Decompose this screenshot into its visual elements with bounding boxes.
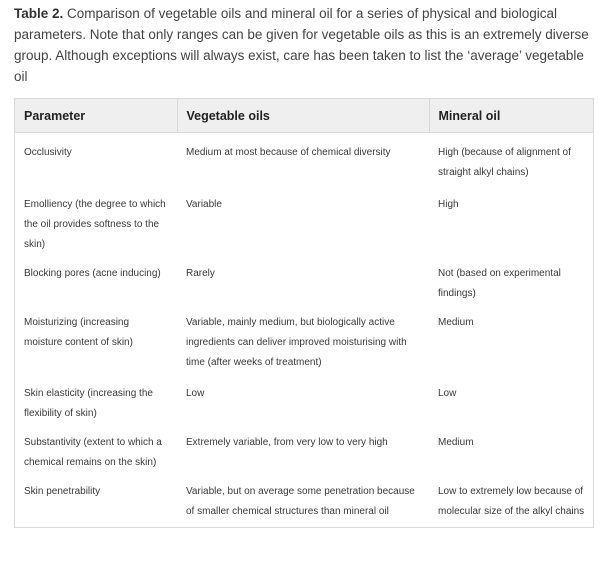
cell-mineral-oil: High [438, 199, 459, 210]
table-row [15, 189, 593, 258]
table-row [15, 427, 593, 476]
cell-vegetable-oils: Variable [186, 199, 222, 210]
cell-vegetable-oils: Variable, mainly medium, but biologically active ingredients can deliver improved moisturising with time (after weeks of treatment) [186, 317, 407, 368]
cell-parameter: Moisturizing (increasing moisture content of skin) [24, 317, 133, 348]
caption-label: Table 2. [14, 6, 64, 21]
table-row [15, 378, 593, 427]
table-row [15, 258, 593, 307]
comparison-table [14, 98, 594, 528]
cell-vegetable-oils: Rarely [186, 268, 215, 279]
cell-vegetable-oils: Variable, but on average some penetration because of smaller chemical structures than mineral oil [186, 486, 415, 517]
cell-parameter: Occlusivity [24, 147, 72, 158]
header-vegetable-oils: Vegetable oils [177, 99, 429, 133]
cell-vegetable-oils: Medium at most because of chemical diversity [186, 147, 391, 158]
cell-vegetable-oils: Extremely variable, from very low to very high [186, 437, 388, 448]
cell-parameter: Skin penetrability [24, 486, 101, 497]
cell-vegetable-oils: Low [186, 388, 205, 399]
cell-mineral-oil: Not (based on experimental findings) [438, 268, 561, 299]
table-header-row [15, 99, 593, 133]
table-caption [14, 3, 590, 87]
caption-text: Comparison of vegetable oils and mineral oil for a series of physical and biological parameters. Note that only ranges can be given for vegetable oils as this is an extremely diverse group. Although exceptions will always exist, care has been taken to list the ‘average’ vegetable oil [14, 6, 589, 84]
cell-parameter: Skin elasticity (increasing the flexibility of skin) [24, 388, 153, 419]
cell-mineral-oil: Low [438, 388, 457, 399]
cell-parameter: Emolliency (the degree to which the oil provides softness to the skin) [24, 199, 166, 250]
cell-parameter: Substantivity (extent to which a chemical remains on the skin) [24, 437, 162, 468]
cell-mineral-oil: Low to extremely low because of molecular size of the alkyl chains [438, 486, 585, 517]
header-parameter: Parameter [15, 99, 177, 133]
table-row [15, 476, 593, 527]
cell-mineral-oil: Medium [438, 317, 474, 328]
table-row [15, 133, 593, 190]
cell-mineral-oil: High (because of alignment of straight alkyl chains) [438, 147, 571, 178]
table-row [15, 307, 593, 378]
cell-parameter: Blocking pores (acne inducing) [24, 268, 161, 279]
cell-mineral-oil: Medium [438, 437, 474, 448]
header-mineral-oil: Mineral oil [429, 99, 593, 133]
